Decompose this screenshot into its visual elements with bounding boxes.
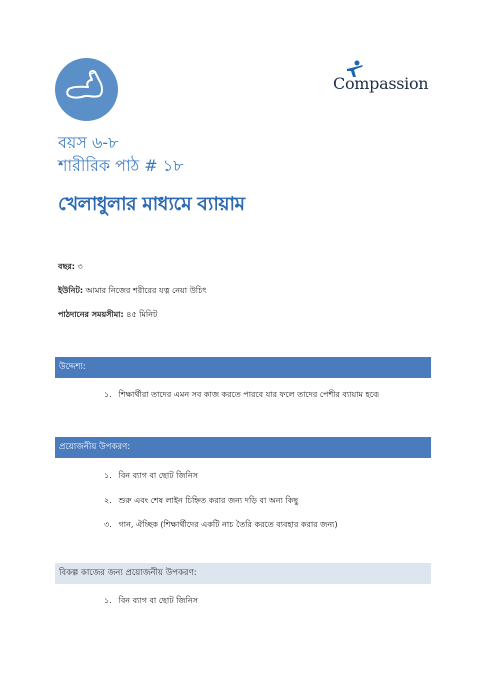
objective-heading: উদ্দেশ্য: (55, 357, 431, 378)
list-item: ১. বিন ব্যাগ বা ছোট জিনিস (104, 471, 198, 480)
materials-heading: প্রয়োজনীয় উপকরণ: (55, 437, 431, 458)
alt-materials-heading: বিকল্প কাজের জন্য প্রয়োজনীয় উপকরণ: (55, 563, 431, 584)
list-item: ৩. গান, ঐচ্ছিক (শিক্ষার্থীদের একটি নাচ তৈরি করতে ব্যবহার করার জন্য) (104, 520, 338, 529)
flexed-arm-icon (55, 58, 118, 121)
list-item: ১. বিন ব্যাগ বা ছোট জিনিস (104, 596, 198, 605)
age-badge (55, 58, 118, 121)
logo-text: Compassion (333, 74, 429, 93)
unit-row (58, 285, 207, 298)
time-label: পাঠদানের সময়সীমা: (58, 310, 124, 319)
lesson-number: শারীরিক পাঠ # ১৮ (58, 156, 184, 175)
year-label: বছর: (58, 262, 75, 271)
compassion-logo (333, 60, 433, 100)
year-row (58, 261, 83, 274)
list-item: ১. শিক্ষার্থীরা তাদের এমন সব কাজ করতে পারবে যার ফলে তাদের পেশীর ব্যায়াম হবে৷ (104, 390, 379, 399)
unit-label: ইউনিট: (58, 286, 84, 295)
list-item: ২. শুরু এবং শেষ লাইন চিহ্নিত করার জন্য দড়ি বা অন্য কিছু (104, 496, 299, 505)
age-label: বয়স ৬-৮ (58, 133, 119, 152)
unit-value: আমার নিজের শরীরের যত্ন নেয়া উচিৎ (85, 286, 207, 295)
time-value: ৪৫ মিনিট (126, 310, 158, 319)
time-row (58, 309, 157, 322)
year-value: ৩ (77, 262, 83, 271)
page-title: খেলাধুলার মাধ্যমে ব্যায়াম (58, 193, 245, 215)
